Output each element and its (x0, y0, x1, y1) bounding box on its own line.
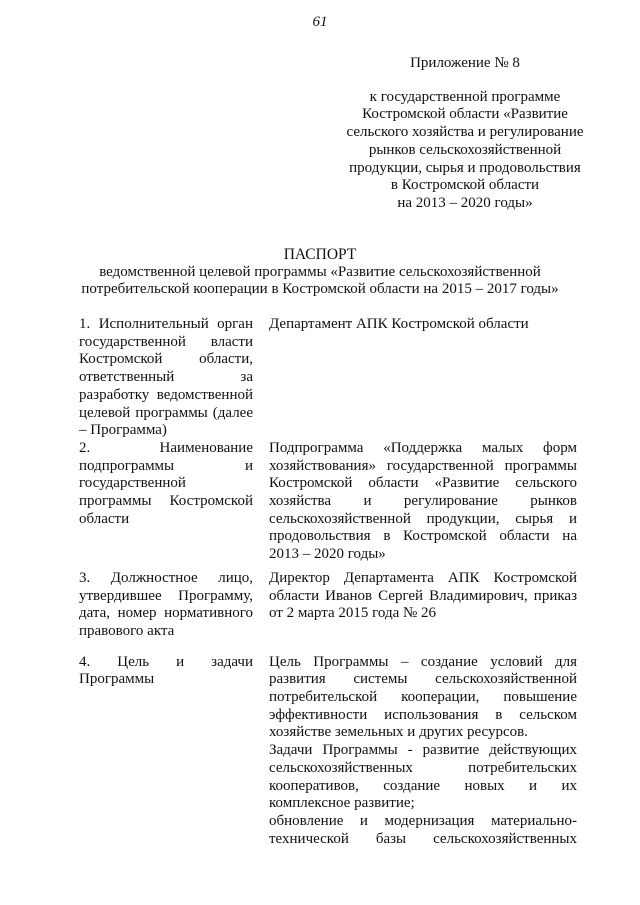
value-line: Директор Департамента АПК Костромской (269, 569, 577, 586)
value-line: от 2 марта 2015 года № 26 (269, 605, 437, 622)
row-value (269, 440, 577, 570)
label-line: ответственный за (79, 369, 253, 386)
value-line: обновление и модернизация материально- (269, 812, 577, 829)
appendix-line: на 2013 – 2020 годы» (397, 194, 533, 211)
appendix-line: сельского хозяйства и регулирование (346, 124, 584, 141)
passport-title: ПАСПОРТ (283, 246, 357, 263)
value-line: развития системы сельскохозяйственной (269, 671, 577, 688)
value-line: Департамент АПК Костромской области (269, 316, 529, 332)
label-line: 2. Наименование (79, 439, 253, 456)
value-line: 2013 – 2020 годы» (269, 546, 386, 563)
page-number: 61 (312, 14, 328, 30)
passport-subtitle-line: ведомственной целевой программы «Развитие сельскохозяйственной (99, 263, 541, 280)
value-line: Подпрограмма «Поддержка малых форм (269, 439, 577, 456)
row-label (79, 440, 269, 570)
label-line: утвердившее Программу, (79, 587, 253, 604)
value-line: кооперативов, создание новых и их (269, 777, 577, 794)
value-line: продовольствия в Костромской области на (269, 528, 577, 545)
appendix-line: рынков сельскохозяйственной (368, 141, 562, 158)
value-line: Задачи Программы - развитие действующих (269, 742, 577, 759)
label-line: области (79, 510, 130, 527)
value-line: технической базы сельскохозяйственных (269, 830, 577, 847)
label-line: государственной власти (79, 333, 253, 350)
value-line: хозяйствования» государственной программы (269, 457, 577, 474)
appendix-title: Приложение № 8 (410, 55, 520, 71)
label-line: Программы (79, 671, 155, 688)
passport-subtitle-line: потребительской кооперации в Костромской области на 2015 – 2017 годы» (81, 281, 559, 298)
row-value (269, 570, 577, 654)
value-line: Костромской области «Развитие сельского (269, 475, 577, 492)
row-label (79, 570, 269, 654)
value-line: Цель Программы – создание условий для (269, 653, 577, 670)
value-line: эффективности использования в сельском (269, 706, 577, 723)
label-line: – Программа) (79, 422, 167, 439)
row-label (79, 316, 269, 440)
label-line: Костромской области, (79, 351, 253, 368)
label-line: 4. Цель и задачи (79, 653, 253, 670)
value-line: комплексное развитие; (269, 795, 415, 812)
label-line: целевой программы (далее (79, 404, 253, 421)
appendix-line: к государственной программе (369, 88, 561, 105)
row-value (269, 654, 577, 849)
row-label (79, 654, 269, 849)
value-line: сельскохозяйственной продукции, сырья и (269, 510, 577, 527)
appendix-line: продукции, сырья и продовольствия (349, 159, 581, 176)
table-row (79, 316, 577, 440)
label-line: правового акта (79, 622, 175, 639)
label-line: 3. Должностное лицо, (79, 569, 253, 586)
label-line: подпрограммы и (79, 457, 253, 474)
label-line: программы Костромской (79, 493, 253, 510)
value-line: хозяйства и регулирование рынков (269, 493, 577, 510)
table-row (79, 570, 577, 654)
label-line: разработку ведомственной (79, 386, 253, 403)
label-line: 1. Исполнительный орган (79, 316, 253, 332)
appendix-line: Костромской области «Развитие (362, 106, 568, 123)
label-line: государственной (79, 475, 186, 492)
appendix-body (320, 89, 610, 213)
row-value (269, 316, 577, 440)
value-line: сельскохозяйственных потребительских (269, 759, 577, 776)
label-line: дата, номер нормативного (79, 605, 253, 622)
value-line: хозяйстве земельных и других ресурсов. (269, 724, 528, 741)
passport-table (79, 316, 577, 848)
appendix-block (320, 55, 610, 213)
value-line: потребительской кооперации, повышение (269, 689, 577, 706)
passport-heading (0, 246, 640, 299)
value-line: области Иванов Сергей Владимирович, приказ (269, 587, 577, 604)
table-row (79, 654, 577, 849)
appendix-line: в Костромской области (390, 177, 540, 194)
table-row (79, 440, 577, 570)
